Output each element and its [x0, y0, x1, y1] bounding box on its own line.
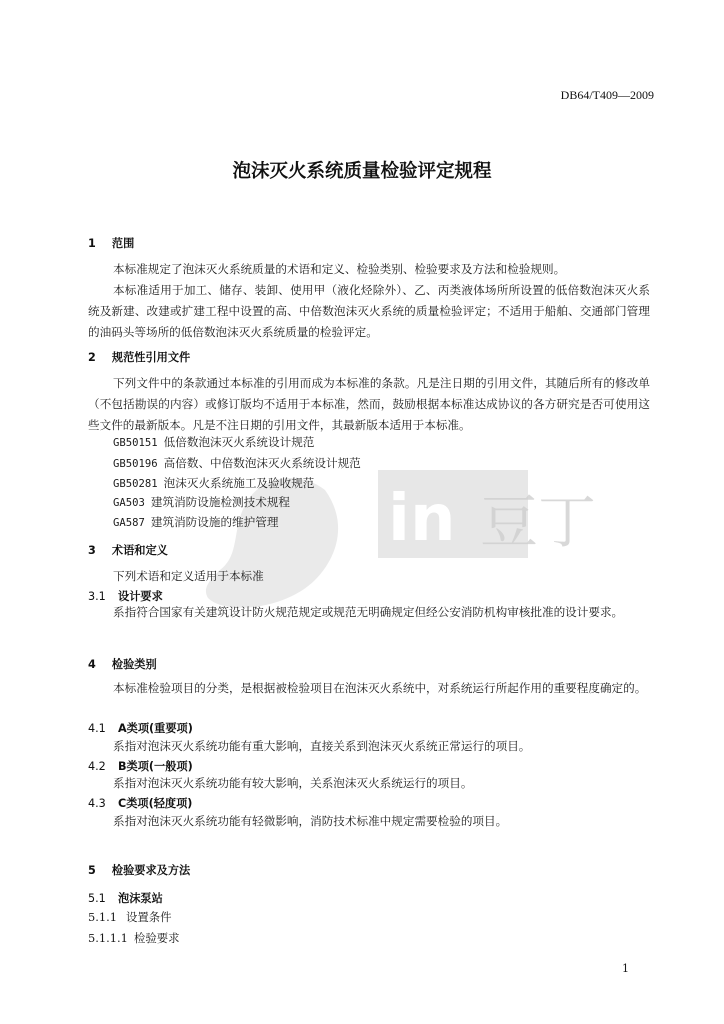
subsection-3-1-text: 系指符合国家有关建筑设计防火规范规定或规范无明确规定但经公安消防机构审核批准的设计要求。: [113, 605, 624, 619]
section-3-heading: 3 术语和定义: [88, 544, 168, 557]
subsection-4-3-heading: 4.3 C类项(轻度项): [88, 797, 193, 810]
section-1-para-1: 本标准规定了泡沫灭火系统质量的术语和定义、检验类别、检验要求及方法和检验规则。: [113, 262, 566, 276]
page-title: 泡沫灭火系统质量检验评定规程: [232, 161, 492, 182]
section-4-heading: 4 检验类别: [88, 658, 157, 671]
section-1-para-2: 本标准适用于加工、储存、装卸、使用甲（液化烃除外）、乙、丙类液体场所所设置的低倍数泡沫灭火系统及新建、改建或扩建工程中设置的高、中倍数泡沫灭火系统的质量检验评定；不适用于船舶、交通部门管理的油码头等场所的低倍数泡沫灭火系统质量的检验评定。: [88, 283, 650, 339]
reference-item: GB50281 泡沫灭火系统施工及验收规范: [113, 476, 315, 490]
subsection-5-1-1-heading: 5.1.1 设置条件: [88, 910, 172, 924]
subsection-5-1-heading: 5.1 泡沫泵站: [88, 892, 163, 905]
subsection-3-1-heading: 3.1 设计要求: [88, 590, 163, 603]
document-code: DB64/T409—2009: [560, 88, 654, 102]
section-1-heading: 1 范围: [88, 237, 135, 250]
subsection-4-3-text: 系指对泡沫灭火系统功能有轻微影响，消防技术标准中规定需要检验的项目。: [113, 814, 508, 828]
section-3-para-1: 下列术语和定义适用于本标准: [113, 569, 264, 583]
reference-item: GB50151 低倍数泡沫灭火系统设计规范: [113, 435, 315, 449]
watermark-brand-text: 豆丁: [480, 488, 597, 556]
section-2-para-1: 下列文件中的条款通过本标准的引用而成为本标准的条款。凡是注日期的引用文件，其随后所有的修改单（不包括勘误的内容）或修订版均不适用于本标准，然而，鼓励根据本标准达成协议的各方研究是否可使用这些文件的最新版本。凡是不注日期的引用文件，其最新版本适用于本标准。: [88, 376, 650, 432]
subsection-4-1-text: 系指对泡沫灭火系统功能有重大影响，直接关系到泡沫灭火系统正常运行的项目。: [113, 739, 531, 753]
reference-item: GA587 建筑消防设施的维护管理: [113, 515, 279, 529]
reference-item: GA503 建筑消防设施检测技术规程: [113, 495, 291, 509]
subsection-4-2-text: 系指对泡沫灭火系统功能有较大影响，关系泡沫灭火系统运行的项目。: [113, 776, 473, 790]
section-4-para-1: 本标准检验项目的分类，是根据被检验项目在泡沫灭火系统中，对系统运行所起作用的重要程度确定的。: [113, 681, 647, 695]
subsection-4-2-heading: 4.2 B类项(一般项): [88, 760, 193, 773]
page-number: 1: [622, 962, 629, 975]
subsection-5-1-1-1-heading: 5.1.1.1 检验要求: [88, 931, 180, 945]
watermark-in-text: in: [388, 482, 456, 556]
subsection-4-1-heading: 4.1 A类项(重要项): [88, 722, 193, 735]
section-5-heading: 5 检验要求及方法: [88, 864, 191, 877]
section-2-heading: 2 规范性引用文件: [88, 351, 191, 364]
reference-item: GB50196 高倍数、中倍数泡沫灭火系统设计规范: [113, 456, 361, 470]
